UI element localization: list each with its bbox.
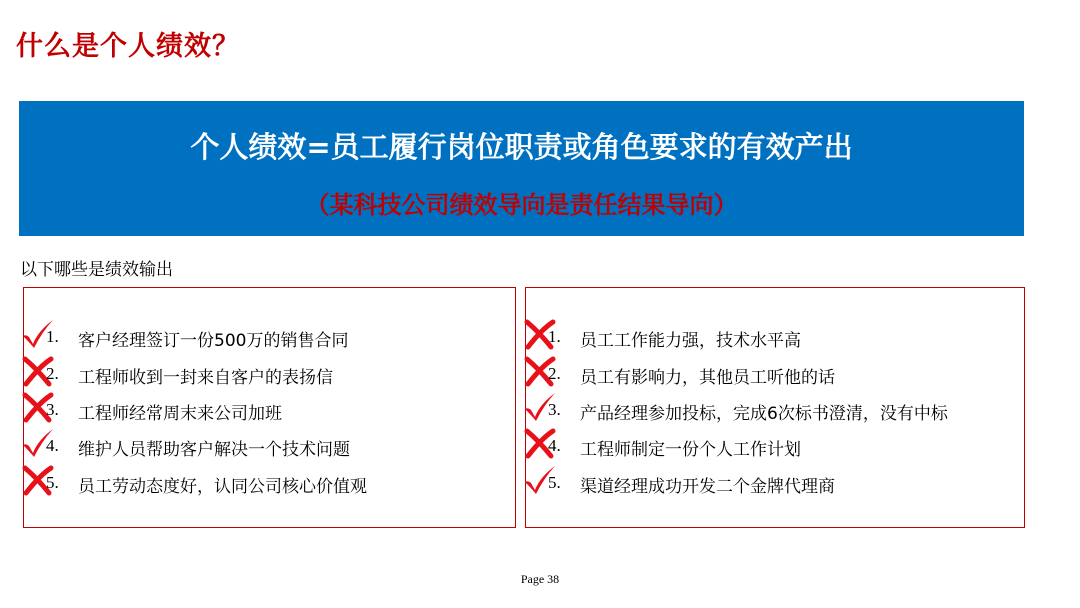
- item-text: 维护人员帮助客户解决一个技术问题: [78, 440, 350, 460]
- item-number: 5.: [46, 473, 59, 492]
- item-text: 产品经理参加投标，完成6次标书澄清，没有中标: [580, 404, 948, 424]
- item-text: 员工有影响力，其他员工听他的话: [580, 368, 835, 388]
- definition-text: 个人绩效=员工履行岗位职责或角色要求的有效产出: [190, 130, 853, 164]
- question-text: 以下哪些是绩效输出: [20, 260, 173, 280]
- item-number: 2.: [46, 364, 59, 383]
- definition-subtext: （某科技公司绩效导向是责任结果导向）: [305, 191, 738, 219]
- page-number: Page 38: [520, 572, 560, 586]
- item-number: 4.: [548, 436, 561, 455]
- item-text: 员工工作能力强，技术水平高: [580, 331, 801, 351]
- item-text: 工程师经常周末来公司加班: [78, 404, 282, 424]
- item-number: 4.: [46, 436, 59, 455]
- item-number: 5.: [548, 473, 561, 492]
- item-text: 客户经理签订一份500万的销售合同: [78, 331, 349, 351]
- item-number: 3.: [46, 400, 59, 419]
- item-number: 3.: [548, 400, 561, 419]
- item-number: 2.: [548, 364, 561, 383]
- right-options-box: [525, 287, 1025, 528]
- left-options-box: [23, 287, 516, 528]
- slide-title: 什么是个人绩效？: [16, 31, 240, 62]
- item-number: 1.: [548, 327, 561, 346]
- definition-banner: [19, 101, 1024, 236]
- item-text: 工程师收到一封来自客户的表扬信: [78, 368, 333, 388]
- item-text: 员工劳动态度好，认同公司核心价值观: [78, 477, 367, 497]
- item-text: 渠道经理成功开发二个金牌代理商: [580, 477, 835, 497]
- item-text: 工程师制定一份个人工作计划: [580, 440, 801, 460]
- item-number: 1.: [46, 327, 59, 346]
